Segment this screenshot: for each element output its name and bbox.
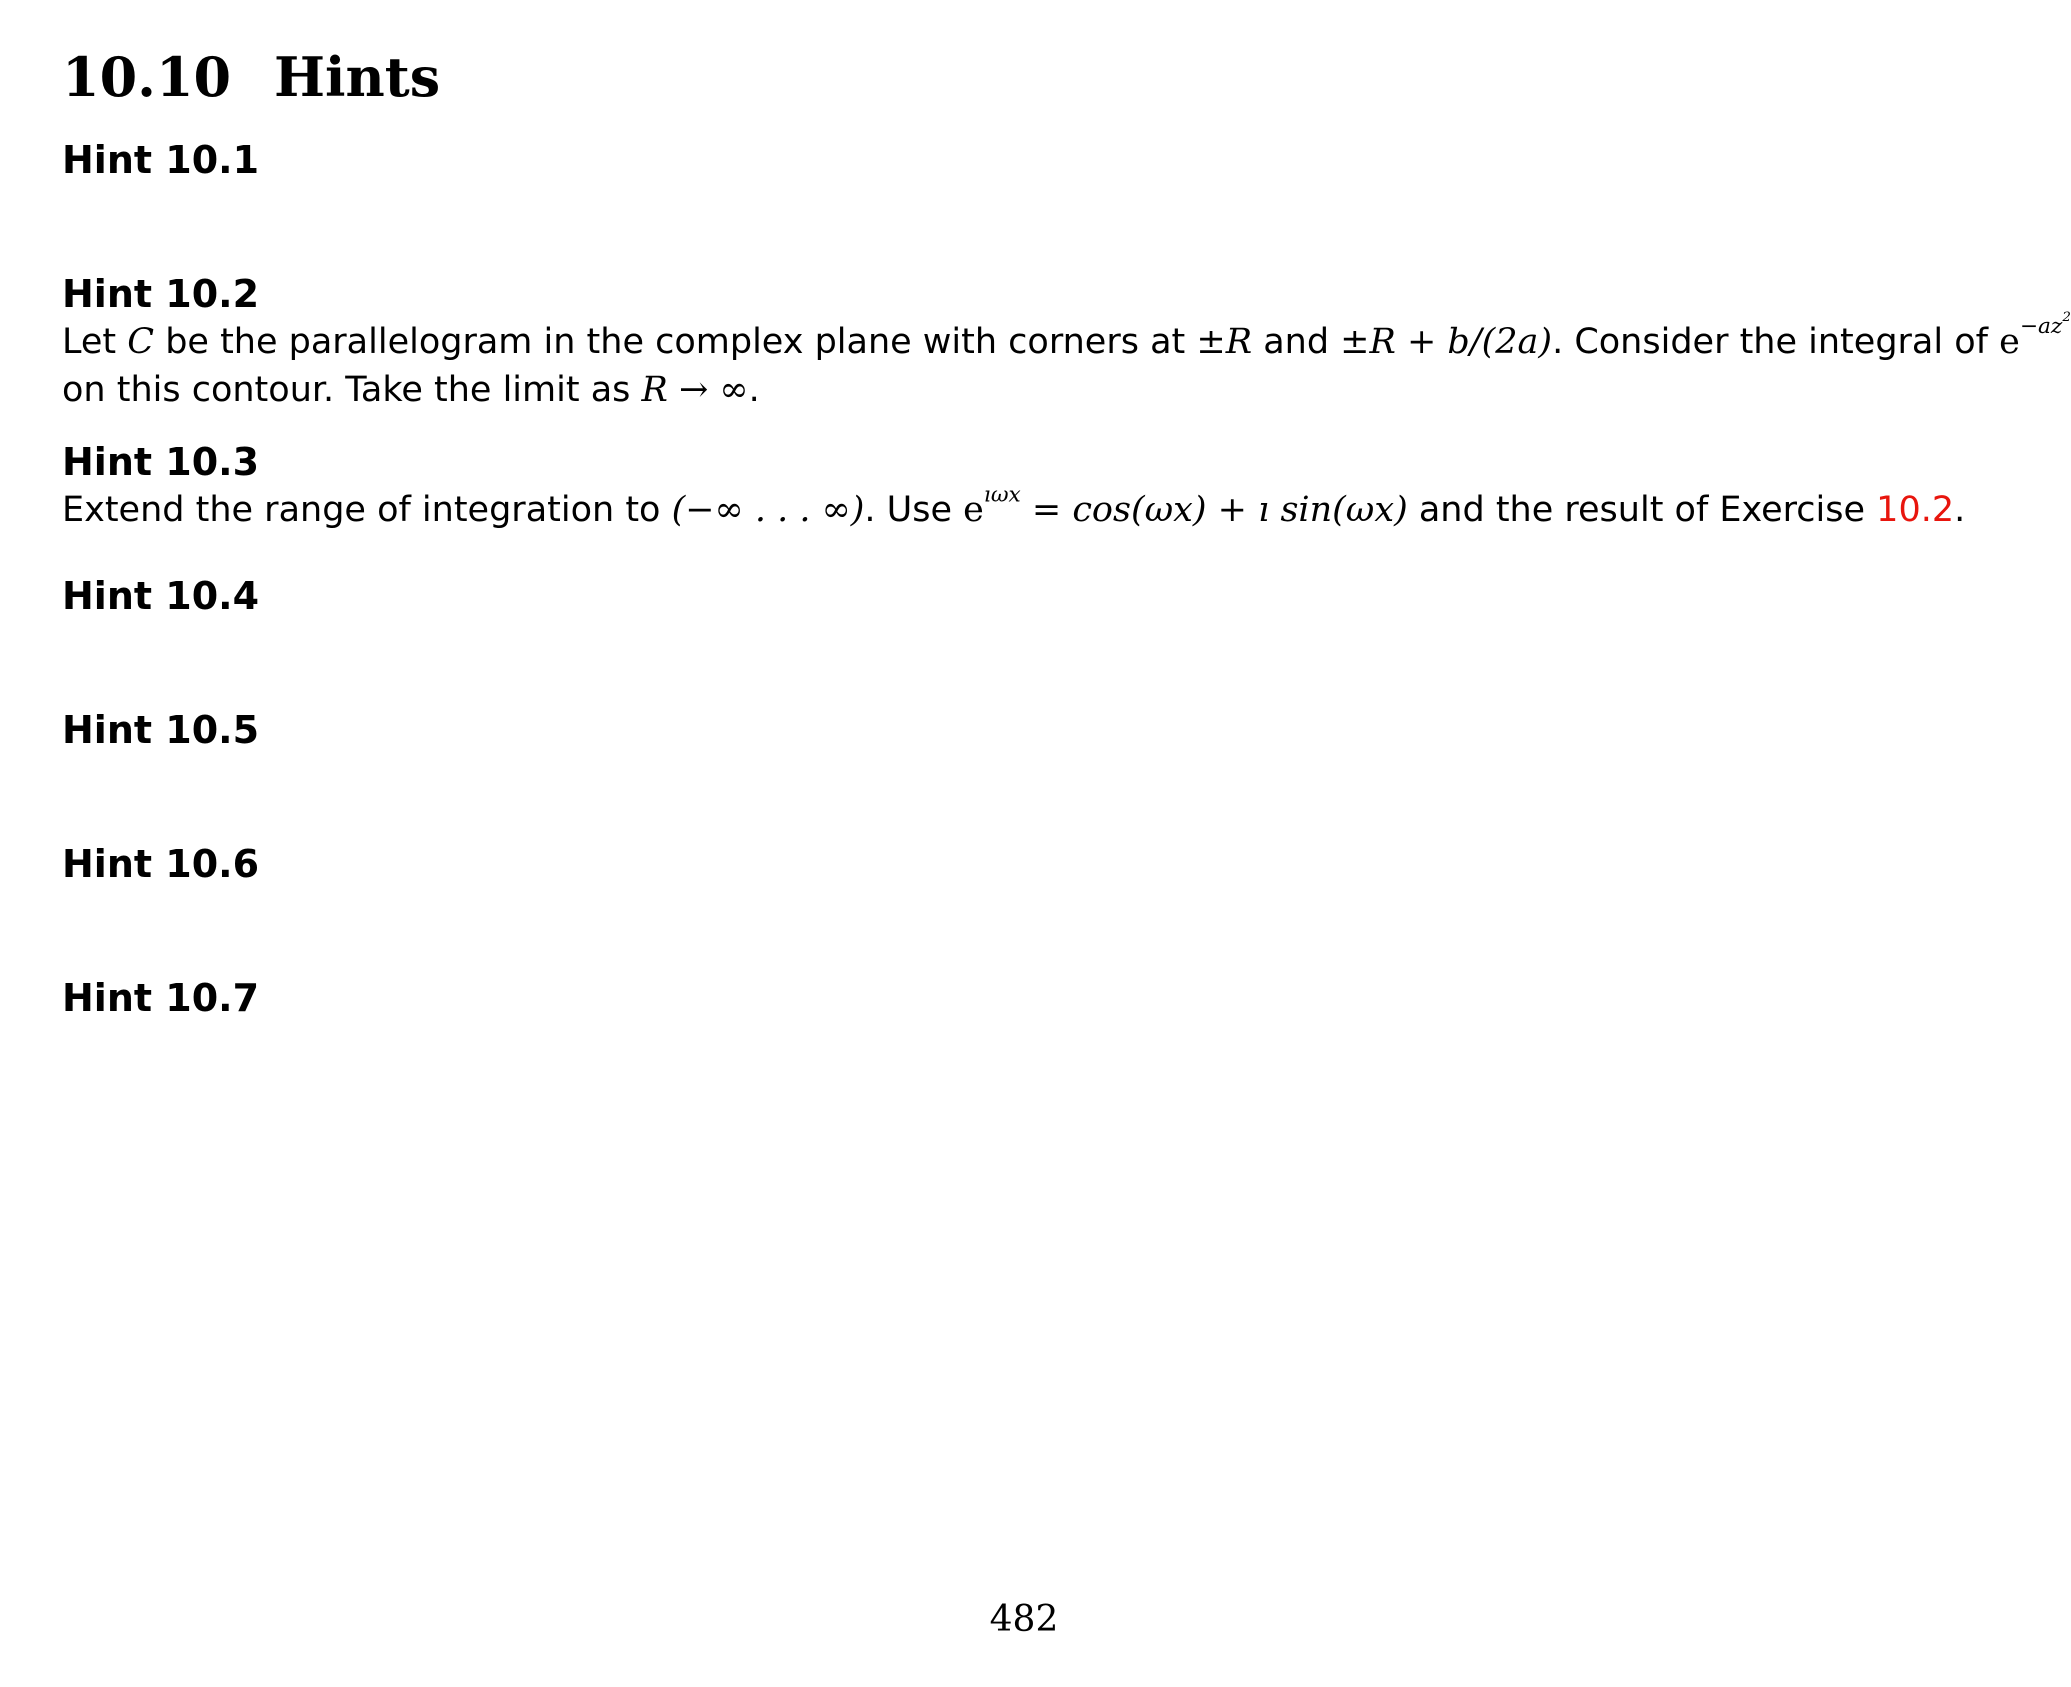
- hint-body-line: [62, 310, 2071, 366]
- math-limit: R → ∞: [641, 370, 749, 410]
- hint-text: on this contour. Take the limit as: [62, 370, 642, 410]
- math-exp-base: e: [963, 490, 984, 530]
- hint-text: Let: [62, 322, 128, 362]
- hint-10-1: [62, 136, 2002, 184]
- hint-heading: Hint 10.4: [62, 574, 260, 618]
- hint-text: .: [748, 370, 760, 410]
- math-exponent: ıωx: [983, 482, 1021, 508]
- hint-body-line: [62, 482, 2002, 534]
- math-exponent: [2019, 310, 2071, 340]
- page-number: 482: [989, 1599, 1059, 1640]
- math-exponent-power: 2: [2062, 310, 2071, 326]
- section-heading-text: Hints: [274, 45, 441, 109]
- hint-text: and the result of Exercise: [1407, 490, 1877, 530]
- hint-10-2: [62, 270, 2071, 414]
- hint-text: be the parallelogram in the complex plane with corners at: [154, 322, 1197, 362]
- hint-10-3: [62, 438, 2002, 534]
- math-exp-base: e: [1999, 322, 2020, 362]
- math-exponent-text: −az: [2019, 314, 2063, 340]
- hint-10-5: [62, 706, 2002, 754]
- hint-text: . Use: [864, 490, 964, 530]
- math-corner-r: ±R: [1196, 322, 1253, 362]
- hint-heading: Hint 10.5: [62, 708, 260, 752]
- math-euler-rhs: = cos(ωx) + ı sin(ωx): [1020, 490, 1408, 530]
- hint-heading: Hint 10.3: [62, 440, 260, 484]
- math-contour-c: C: [127, 322, 155, 362]
- hint-10-7: [62, 974, 2002, 1022]
- math-euler: [963, 482, 1408, 530]
- hint-heading: Hint 10.6: [62, 842, 260, 886]
- hint-10-6: [62, 840, 2002, 888]
- math-range: (−∞ . . . ∞): [671, 490, 865, 530]
- section-title: [62, 42, 440, 112]
- hint-10-4: [62, 572, 2002, 620]
- hint-text: . Consider the integral of: [1552, 322, 2000, 362]
- hint-text: Extend the range of integration to: [62, 490, 672, 530]
- hint-heading: Hint 10.7: [62, 976, 260, 1020]
- hint-body-line: [62, 366, 2002, 414]
- hint-text: .: [1954, 490, 1966, 530]
- hint-heading: Hint 10.1: [62, 138, 260, 182]
- math-corner-shifted: ±R + b/(2a): [1340, 322, 1553, 362]
- exercise-reference-link[interactable]: 10.2: [1876, 490, 1955, 530]
- section-number: 10.10: [62, 45, 232, 109]
- hint-heading: Hint 10.2: [62, 272, 260, 316]
- hint-text: and: [1252, 322, 1341, 362]
- math-gaussian: [1999, 310, 2071, 362]
